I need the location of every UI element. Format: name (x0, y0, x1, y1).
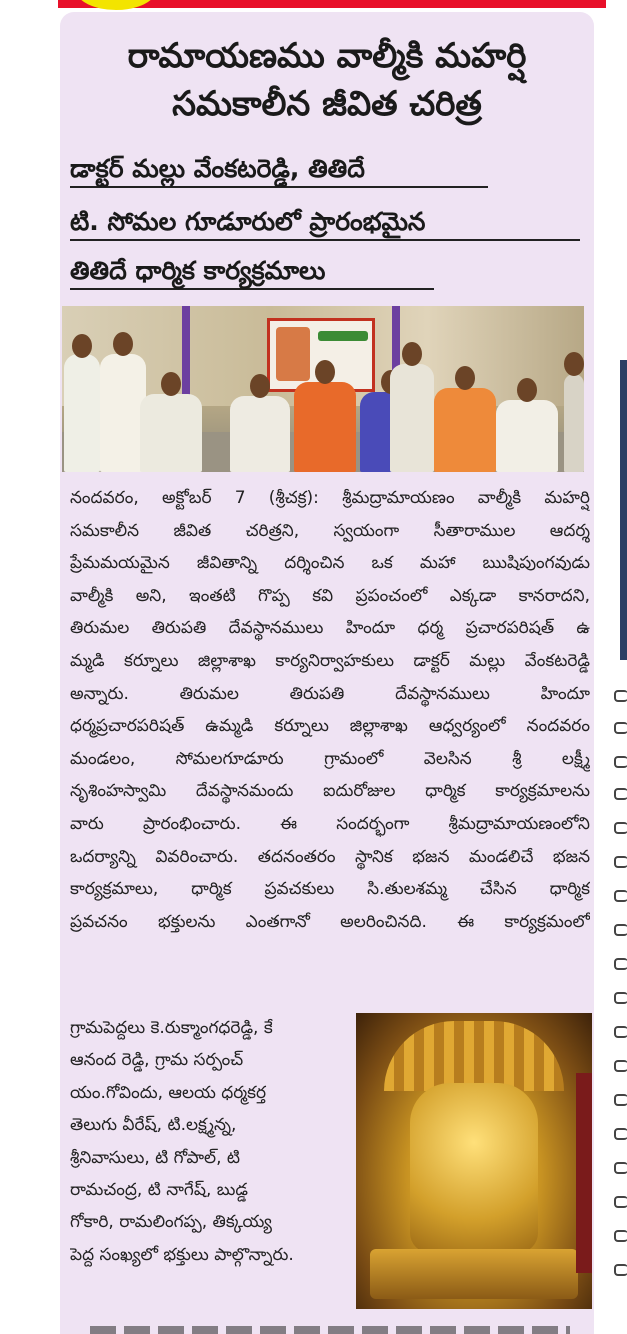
adjacent-text-fragment (614, 1128, 627, 1140)
body-line: నందవరం, అక్టోబర్ 7 (శ్రీచక్ర): శ్రీమద్రామాయణం వాల్మీకి మహర్షి (70, 488, 590, 508)
body-line: మండలం, సోమలగూడూరు గ్రామంలో వెలసిన శ్రీ లక్ష్మీ (70, 748, 590, 769)
body-line: గ్రామపెద్దలు కె.రుక్మాంగధరెడ్డి, కే (70, 1018, 273, 1038)
person-head (161, 372, 181, 396)
body-line: వారు ప్రారంభించారు. ఈ సందర్భంగా శ్రీమద్రామాయణంలోని (70, 813, 590, 834)
body-line: గోకారి, రామలింగప్ప, తిక్కయ్య (70, 1212, 272, 1233)
body-line: ఒదర్యాన్ని వివరించారు. తదనంతరం స్థానిక భజన మండలిచే భజన (70, 846, 590, 867)
headline (60, 32, 594, 128)
group-photo (62, 306, 584, 472)
body-line: అన్నారు. తిరుమల తిరుపతి దేవస్థానములు హిందూ (70, 683, 590, 704)
subheading-line-3: తితిదే ధార్మిక కార్యక్రమాలు (70, 254, 434, 290)
article-card (60, 12, 594, 1334)
person-figure (294, 382, 356, 472)
banner-deity-image (276, 327, 310, 381)
adjacent-text-fragment (614, 856, 627, 868)
body-line: నృశింహస్వామి దేవస్థానమందు ఐదురోజుల ధార్మిక కార్యక్రమాలను (70, 781, 590, 802)
person-head (564, 352, 584, 376)
body-line: సమకాలీన జీవిత చరిత్రని, స్వయంగా సీతారాముల ఆదర్శ (70, 520, 590, 541)
adjacent-text-fragment (614, 992, 627, 1004)
body-line: యం.గోవిందు, ఆలయ ధర్మకర్త (70, 1082, 267, 1103)
adjacent-text-fragment (614, 788, 627, 800)
person-figure (64, 354, 100, 472)
adjacent-photo-edge (620, 360, 627, 660)
adjacent-text-fragment (614, 690, 627, 702)
adjacent-text-fragment (614, 1094, 627, 1106)
body-line: ధర్మప్రచారపరిషత్ ఉమ్మడి కర్నూలు జిల్లాశాఖ ఆధ్వర్యంలో నందవరం (70, 716, 590, 737)
body-line: కార్యక్రమాలు, ధార్మిక ప్రవచకులు సి.తులశమ్మ చేసిన ధార్మిక (70, 879, 590, 900)
body-line: మ్మడి కర్నూలు జిల్లాశాఖ కార్యనిర్వాహకులు డాక్టర్ మల్లు వేంకటరెడ్డి (70, 650, 590, 671)
adjacent-text-fragment (614, 1162, 627, 1174)
adjacent-text-fragment (614, 890, 627, 902)
person-figure (140, 394, 202, 472)
adjacent-text-fragment (614, 822, 627, 834)
body-line: ప్రేమమయమైన జీవితాన్ని దర్శించిన ఒక మహా ఋషిపుంగవుడు (70, 553, 590, 574)
body-line: వాల్మీకి అని, ఇంతటి గొప్ప కవి ప్రపంచంలో ఎక్కడా కానరాదని, (70, 585, 590, 606)
idol-base (370, 1249, 578, 1299)
adjacent-text-fragment (614, 1026, 627, 1038)
body-line: పెద్ద సంఖ్యలో భక్తులు పాల్గొన్నారు. (70, 1244, 294, 1265)
adjacent-text-fragment (614, 722, 627, 734)
banner-text-mark (318, 331, 368, 341)
body-line: శ్రీనివాసులు, టి గోపాల్, టి (70, 1147, 241, 1168)
idol-figure (410, 1083, 538, 1253)
person-head (113, 332, 133, 356)
subheading-line-1: డాక్టర్ మల్లు వేంకటరెడ్డి, తితిదే (70, 152, 488, 188)
body-line: రామచంద్ర, టి నాగేష్, బుడ్డ (70, 1180, 248, 1201)
adjacent-text-fragment (614, 756, 627, 768)
adjacent-text-fragment (614, 958, 627, 970)
adjacent-column-edge (606, 0, 627, 1334)
next-article-headline-cut (90, 1326, 570, 1334)
adjacent-text-fragment (614, 924, 627, 936)
idol-frame-edge (576, 1073, 592, 1273)
headline-line-1: రామాయణము వాల్మీకి మహర్షి (127, 36, 527, 76)
article-body-continued (70, 1012, 352, 1271)
adjacent-text-fragment (614, 1230, 627, 1242)
person-head (72, 334, 92, 358)
person-figure (496, 400, 558, 472)
headline-line-2: సమకాలీన జీవిత చరిత్ర (172, 84, 482, 124)
adjacent-text-fragment (614, 1196, 627, 1208)
adjacent-text-fragment (614, 1060, 627, 1072)
person-figure (230, 396, 290, 472)
body-line: ఆనంద రెడ్డి, గ్రామ సర్పంచ్ (70, 1050, 244, 1071)
person-head (455, 366, 475, 390)
body-line: ప్రవచనం భక్తులను ఎంతగానో అలరించినది. ఈ కార్యక్రమంలో (70, 911, 590, 932)
person-head (315, 360, 335, 384)
person-figure (564, 374, 584, 472)
person-head (517, 378, 537, 402)
person-figure (390, 364, 434, 472)
person-head (402, 342, 422, 366)
person-figure (434, 388, 496, 472)
body-line: తెలుగు వీరేష్, టి.లక్ష్మన్న, (70, 1115, 237, 1136)
person-head (250, 374, 270, 398)
subheading-line-2: టి. సోమల గూడూరులో ప్రారంభమైన (70, 205, 580, 241)
idol-serpent-hood (384, 1021, 564, 1091)
deity-idol-photo (356, 1013, 592, 1309)
adjacent-text-fragment (614, 1264, 627, 1276)
article-body (70, 482, 590, 938)
body-line: తిరుమల తిరుపతి దేవస్థానములు హిందూ ధర్మ ప్రచారపరిషత్ ఉ (70, 618, 590, 639)
